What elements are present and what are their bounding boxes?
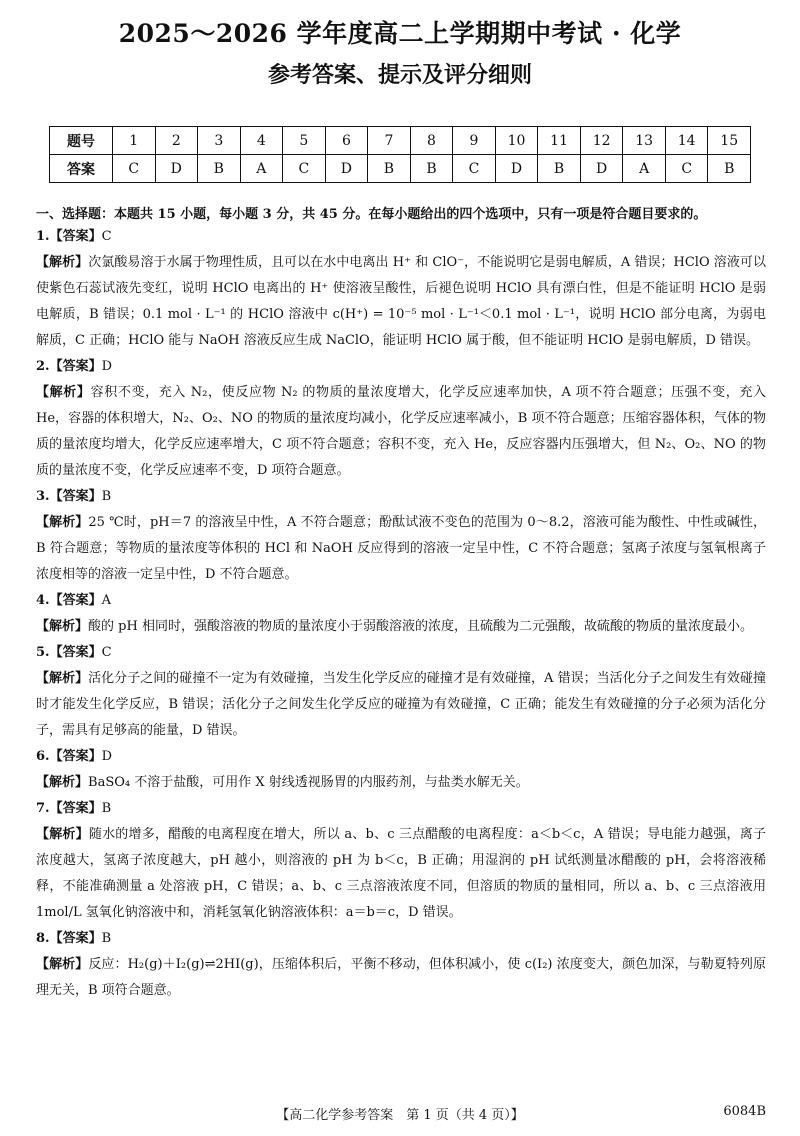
table-cell-number: 9 (453, 127, 496, 155)
explanation-paragraph (36, 250, 766, 354)
answer-value: D (101, 359, 113, 374)
answer-value: B (101, 801, 112, 816)
page-footer: 【高二化学参考答案 第 1 页（共 4 页）】 (276, 1108, 524, 1123)
question-number-row (50, 127, 751, 155)
question-number: 3. (36, 489, 50, 504)
answer-value: D (101, 749, 113, 764)
question-answer-line (36, 926, 766, 952)
question-number: 7. (36, 801, 50, 816)
answer-label: 【答案】 (49, 749, 102, 764)
table-cell-answer: C (283, 155, 326, 183)
answer-value: C (101, 645, 112, 660)
table-cell-answer: C (113, 155, 156, 183)
answer-label: 【答案】 (49, 229, 102, 244)
explanation-label: 【解析】 (36, 619, 89, 634)
table-cell-answer: A (623, 155, 666, 183)
explanation-paragraph (36, 952, 766, 1004)
explanation-paragraph (36, 614, 766, 640)
question-number: 4. (36, 593, 50, 608)
answer-row (50, 155, 751, 183)
answer-label: 【答案】 (49, 801, 102, 816)
table-cell-answer: D (580, 155, 623, 183)
table-cell-number: 8 (410, 127, 453, 155)
answer-value: A (101, 593, 111, 608)
table-cell-answer: B (410, 155, 453, 183)
explanation-label: 【解析】 (36, 385, 91, 400)
table-cell-number: 7 (368, 127, 411, 155)
explanation-text: 随水的增多，醋酸的电离程度在增大，所以 a、b、c 三点醋酸的电离程度：a＜b＜c，A 错误；导电能力越强，离子浓度越大，氢离子浓度越大，pH 越小，则溶液的 pH 为 b＜c，B 正确；用湿润的 pH 试纸测量冰醋酸的 pH，会将溶液稀释，不能准确测量 a 处溶液 pH，C 错误；a、b、c 三点溶液浓度不同，但溶质的物质的量相同，所以 a、b、c 三点溶液用 1mol/L 氢氧化钠溶液中和，消耗氢氧化钠溶液体积：a＝b＝c，D 错误。 (36, 827, 766, 920)
explanation-text: BaSO₄ 不溶于盐酸，可用作 X 射线透视肠胃的内服药剂，与盐类水解无关。 (88, 775, 529, 790)
table-cell-answer: C (665, 155, 708, 183)
answer-header: 答案 (50, 155, 113, 183)
answer-label: 【答案】 (49, 593, 102, 608)
question-answer-line (36, 588, 766, 614)
table-cell-number: 10 (495, 127, 538, 155)
question-answer-line (36, 354, 766, 380)
answer-label: 【答案】 (49, 489, 102, 504)
table-cell-number: 13 (623, 127, 666, 155)
table-cell-number: 6 (325, 127, 368, 155)
page-title: 2025～2026 学年度高二上学期期中考试 · 化学 (118, 19, 682, 48)
answer-label: 【答案】 (49, 645, 102, 660)
answer-value: B (101, 489, 112, 504)
explanation-label: 【解析】 (36, 515, 89, 530)
explanation-label: 【解析】 (36, 827, 89, 842)
table-cell-number: 1 (113, 127, 156, 155)
question-number: 8. (36, 931, 50, 946)
answer-label: 【答案】 (49, 359, 102, 374)
explanation-paragraph (36, 770, 766, 796)
table-cell-answer: B (708, 155, 751, 183)
question-answer-line (36, 484, 766, 510)
question-number: 2. (36, 359, 50, 374)
question-answer-line (36, 224, 766, 250)
explanation-paragraph (36, 666, 766, 744)
explanation-label: 【解析】 (36, 671, 89, 686)
question-number: 6. (36, 749, 50, 764)
answer-value: C (101, 229, 112, 244)
table-cell-answer: C (453, 155, 496, 183)
explanation-label: 【解析】 (36, 775, 89, 790)
answer-label: 【答案】 (49, 931, 102, 946)
explanation-text: 次氯酸易溶于水属于物理性质，且可以在水中电离出 H⁺ 和 ClO⁻，不能说明它是弱电解质，A 错误；HClO 溶液可以使紫色石蕊试液先变红，说明 HClO 电离出的 H⁺ 使溶液呈酸性，后褪色说明 HClO 具有漂白性，但是不能证明 HClO 是弱电解质，B 错误；0.1 mol · L⁻¹ 的 HClO 溶液中 c(H⁺) = 10⁻⁵ mol · L⁻¹＜0.1 mol · L⁻¹，说明 HClO 部分电离，为弱电解质，C 正确；HClO 能与 NaOH 溶液反应生成 NaClO，能证明 HClO 属于酸，但不能证明 HClO 是弱电解质，D 错误。 (36, 255, 766, 348)
document-code: 6084B (723, 1104, 766, 1119)
explanation-text: 容积不变，充入 N₂，使反应物 N₂ 的物质的量浓度增大，化学反应速率加快，A 项不符合题意；压强不变，充入 He，容器的体积增大，N₂、O₂、NO 的物质的量浓度均减小，化学反应速率减小，B 项不符合题意；压缩容器体积，气体的物质的量浓度均增大，化学反应速率增大，C 项不符合题意；容积不变，充入 He，反应容器内压强增大，但 N₂、O₂、NO 的物质的量浓度不变，化学反应速率不变，D 项符合题意。 (36, 385, 766, 478)
table-cell-number: 15 (708, 127, 751, 155)
question-number: 5. (36, 645, 50, 660)
table-cell-answer: A (240, 155, 283, 183)
table-cell-number: 11 (538, 127, 581, 155)
table-cell-number: 12 (580, 127, 623, 155)
question-answer-line (36, 796, 766, 822)
table-cell-answer: B (198, 155, 241, 183)
table-cell-answer: D (155, 155, 198, 183)
question-number-header: 题号 (50, 127, 113, 155)
table-cell-answer: B (368, 155, 411, 183)
question-answer-line (36, 640, 766, 666)
table-cell-answer: D (495, 155, 538, 183)
explanation-text: 25 ℃时，pH＝7 的溶液呈中性，A 不符合题意；酚酞试液不变色的范围为 0～8.2，溶液可能为酸性、中性或碱性，B 符合题意；等物质的量浓度等体积的 HCl 和 NaOH 反应得到的溶液一定呈中性，C 不符合题意；氢离子浓度与氢氧根离子浓度相等的溶液一定呈中性，D 不符合题意。 (36, 515, 766, 582)
table-cell-number: 2 (155, 127, 198, 155)
explanation-text: 酸的 pH 相同时，强酸溶液的物质的量浓度小于弱酸溶液的浓度，且硫酸为二元强酸，故硫酸的物质的量浓度最小。 (88, 619, 753, 634)
table-cell-answer: D (325, 155, 368, 183)
question-number: 1. (36, 229, 50, 244)
section-title: 一、选择题：本题共 15 小题，每小题 3 分，共 45 分。在每小题给出的四个选项中，只有一项是符合题目要求的。 (36, 207, 707, 222)
explanation-text: 活化分子之间的碰撞不一定为有效碰撞，当发生化学反应的碰撞才是有效碰撞，A 错误；当活化分子之间发生有效碰撞时才能发生化学反应，B 错误；活化分子之间发生化学反应的碰撞为有效碰撞，C 正确；能发生有效碰撞的分子必须为活化分子，需具有足够高的能量，D 错误。 (36, 671, 766, 738)
answer-table (49, 126, 751, 183)
explanation-label: 【解析】 (36, 255, 89, 270)
answer-value: B (101, 931, 112, 946)
explanation-paragraph (36, 822, 766, 926)
page-subtitle: 参考答案、提示及评分细则 (267, 62, 532, 88)
explanations (36, 224, 766, 1004)
explanation-text: 反应：H₂(g)＋I₂(g)⇌2HI(g)，压缩体积后，平衡不移动，但体积减小，使 c(I₂) 浓度变大，颜色加深，与勒夏特列原理无关，B 项符合题意。 (36, 957, 766, 998)
question-answer-line (36, 744, 766, 770)
table-cell-number: 4 (240, 127, 283, 155)
table-cell-answer: B (538, 155, 581, 183)
table-cell-number: 14 (665, 127, 708, 155)
explanation-label: 【解析】 (36, 957, 89, 972)
explanation-paragraph (36, 380, 766, 484)
explanation-paragraph (36, 510, 766, 588)
table-cell-number: 5 (283, 127, 326, 155)
table-cell-number: 3 (198, 127, 241, 155)
